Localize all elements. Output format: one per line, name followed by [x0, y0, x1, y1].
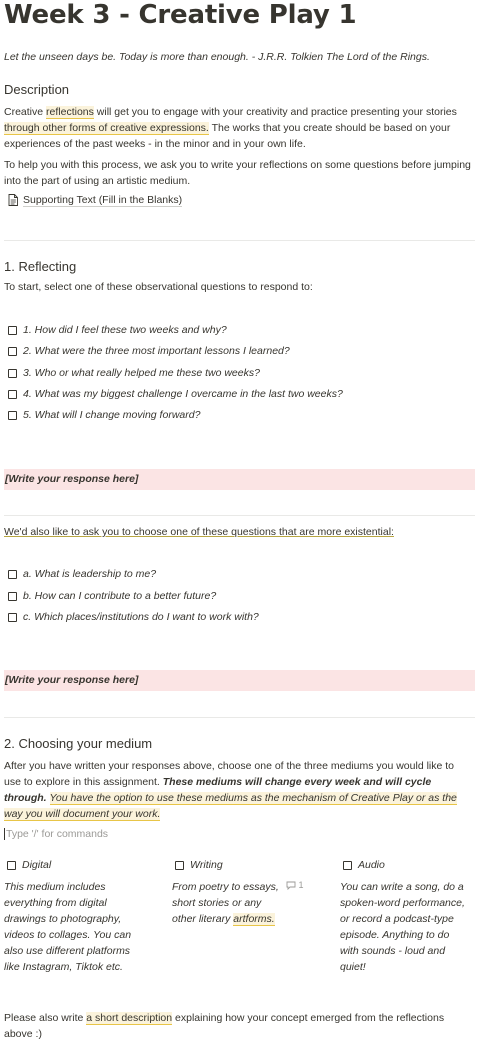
todo-label: 5. What will I change moving forward? [23, 409, 201, 421]
todo-label: 2. What were the three most important lessons I learned? [23, 345, 290, 357]
final-highlight[interactable]: a short description [86, 1012, 173, 1024]
checkbox[interactable] [343, 861, 352, 870]
description-heading: Description [4, 82, 70, 97]
medium-paragraph [4, 758, 472, 822]
desc-highlight-reflections[interactable]: reflections [46, 106, 94, 118]
quote-text: Let the unseen days be. Today is more than enough. - J.R.R. Tolkien The Lord of the Rings. [4, 51, 430, 63]
comment-indicator[interactable] [286, 880, 304, 890]
response-block-2[interactable]: [Write your response here] [4, 670, 475, 691]
audio-label: Audio [358, 859, 385, 871]
audio-description: You can write a song, do a spoken-word performance, or record a podcast-type episode. Anything to do with sounds - loud and quiet! [340, 881, 465, 973]
digital-label: Digital [22, 859, 52, 871]
todo-existential-b[interactable] [8, 589, 216, 603]
comment-count: 1 [298, 880, 304, 890]
command-placeholder: Type '/' for commands [6, 828, 109, 840]
final-text-b: explaining how your concept emerged from the reflections above :) [4, 1012, 445, 1040]
final-paragraph [4, 1010, 474, 1042]
todo-question-5[interactable] [8, 408, 200, 422]
todo-label: 4. What was my biggest challenge I overcame in the last two weeks? [23, 388, 343, 400]
medium-text-bold: These mediums will change every week and will cycle through. [4, 776, 432, 804]
comment-icon [286, 881, 296, 890]
checkbox[interactable] [8, 369, 17, 378]
medium-text-a: After you have written your responses above, choose one of the three mediums you would like to use to explore in this assignment. [4, 760, 455, 788]
medium-digital[interactable] [7, 859, 51, 871]
document-icon [8, 194, 18, 206]
medium-highlight-option[interactable]: You have the option to use these mediums as the mechanism of Creative Play or as the way you will document your work. [4, 792, 457, 820]
command-input[interactable] [4, 828, 108, 840]
todo-question-3[interactable] [8, 366, 260, 380]
divider [4, 240, 475, 241]
supporting-text-label: Supporting Text (Fill in the Blanks) [23, 194, 183, 206]
desc-text-c: The works that you create should be based on your experiences of the past weeks - in the minor and in your own life. [4, 122, 451, 150]
todo-question-1[interactable] [8, 323, 227, 337]
checkbox[interactable] [8, 411, 17, 420]
medium-audio[interactable] [343, 859, 385, 871]
todo-label: a. What is leadership to me? [23, 568, 157, 580]
todo-existential-a[interactable] [8, 567, 156, 581]
writing-text: From poetry to essays, short stories or any other literary [172, 881, 279, 925]
divider [4, 717, 475, 718]
checkbox[interactable] [8, 347, 17, 356]
response-block-1[interactable]: [Write your response here] [4, 469, 475, 490]
reflecting-intro: To start, select one of these observational questions to respond to: [4, 281, 313, 293]
checkbox[interactable] [8, 326, 17, 335]
digital-description: This medium includes everything from digital drawings to photography, videos to collages. You can also use different platforms like Instagram, Tiktok etc. [4, 881, 132, 973]
desc-text-a: Creative [4, 106, 47, 118]
description-paragraph-1 [4, 104, 474, 152]
supporting-text-link[interactable] [8, 194, 182, 206]
writing-label: Writing [190, 859, 223, 871]
checkbox[interactable] [8, 390, 17, 399]
medium-heading: 2. Choosing your medium [4, 736, 153, 751]
existential-intro: We'd also like to ask you to choose one of these questions that are more existential: [4, 526, 394, 538]
text-caret [4, 828, 5, 840]
checkbox[interactable] [8, 592, 17, 601]
medium-writing[interactable] [175, 859, 223, 871]
checkbox[interactable] [8, 613, 17, 622]
todo-question-4[interactable] [8, 387, 343, 401]
todo-existential-c[interactable] [8, 610, 259, 624]
checkbox[interactable] [7, 861, 16, 870]
description-paragraph-2: To help you with this process, we ask you to write your reflections on some questions before jumping into the part of using an artistic medium. [4, 159, 471, 187]
desc-text-b: will get you to engage with your creativity and practice presenting your stories [93, 106, 457, 118]
desc-highlight-expressions[interactable]: through other forms of creative expressions. [4, 122, 209, 134]
checkbox[interactable] [8, 570, 17, 579]
writing-highlight-artforms[interactable]: artforms. [233, 913, 275, 925]
final-text-a: Please also write [4, 1012, 87, 1024]
reflecting-heading: 1. Reflecting [4, 259, 77, 274]
page-title: Week 3 - Creative Play 1 [4, 0, 357, 30]
todo-label: 1. How did I feel these two weeks and why? [23, 324, 227, 336]
todo-label: b. How can I contribute to a better future? [23, 590, 217, 602]
writing-description [172, 879, 284, 927]
todo-label: 3. Who or what really helped me these two weeks? [23, 367, 260, 379]
checkbox[interactable] [175, 861, 184, 870]
todo-label: c. Which places/institutions do I want to work with? [23, 611, 259, 623]
divider [4, 515, 475, 516]
todo-question-2[interactable] [8, 344, 290, 358]
